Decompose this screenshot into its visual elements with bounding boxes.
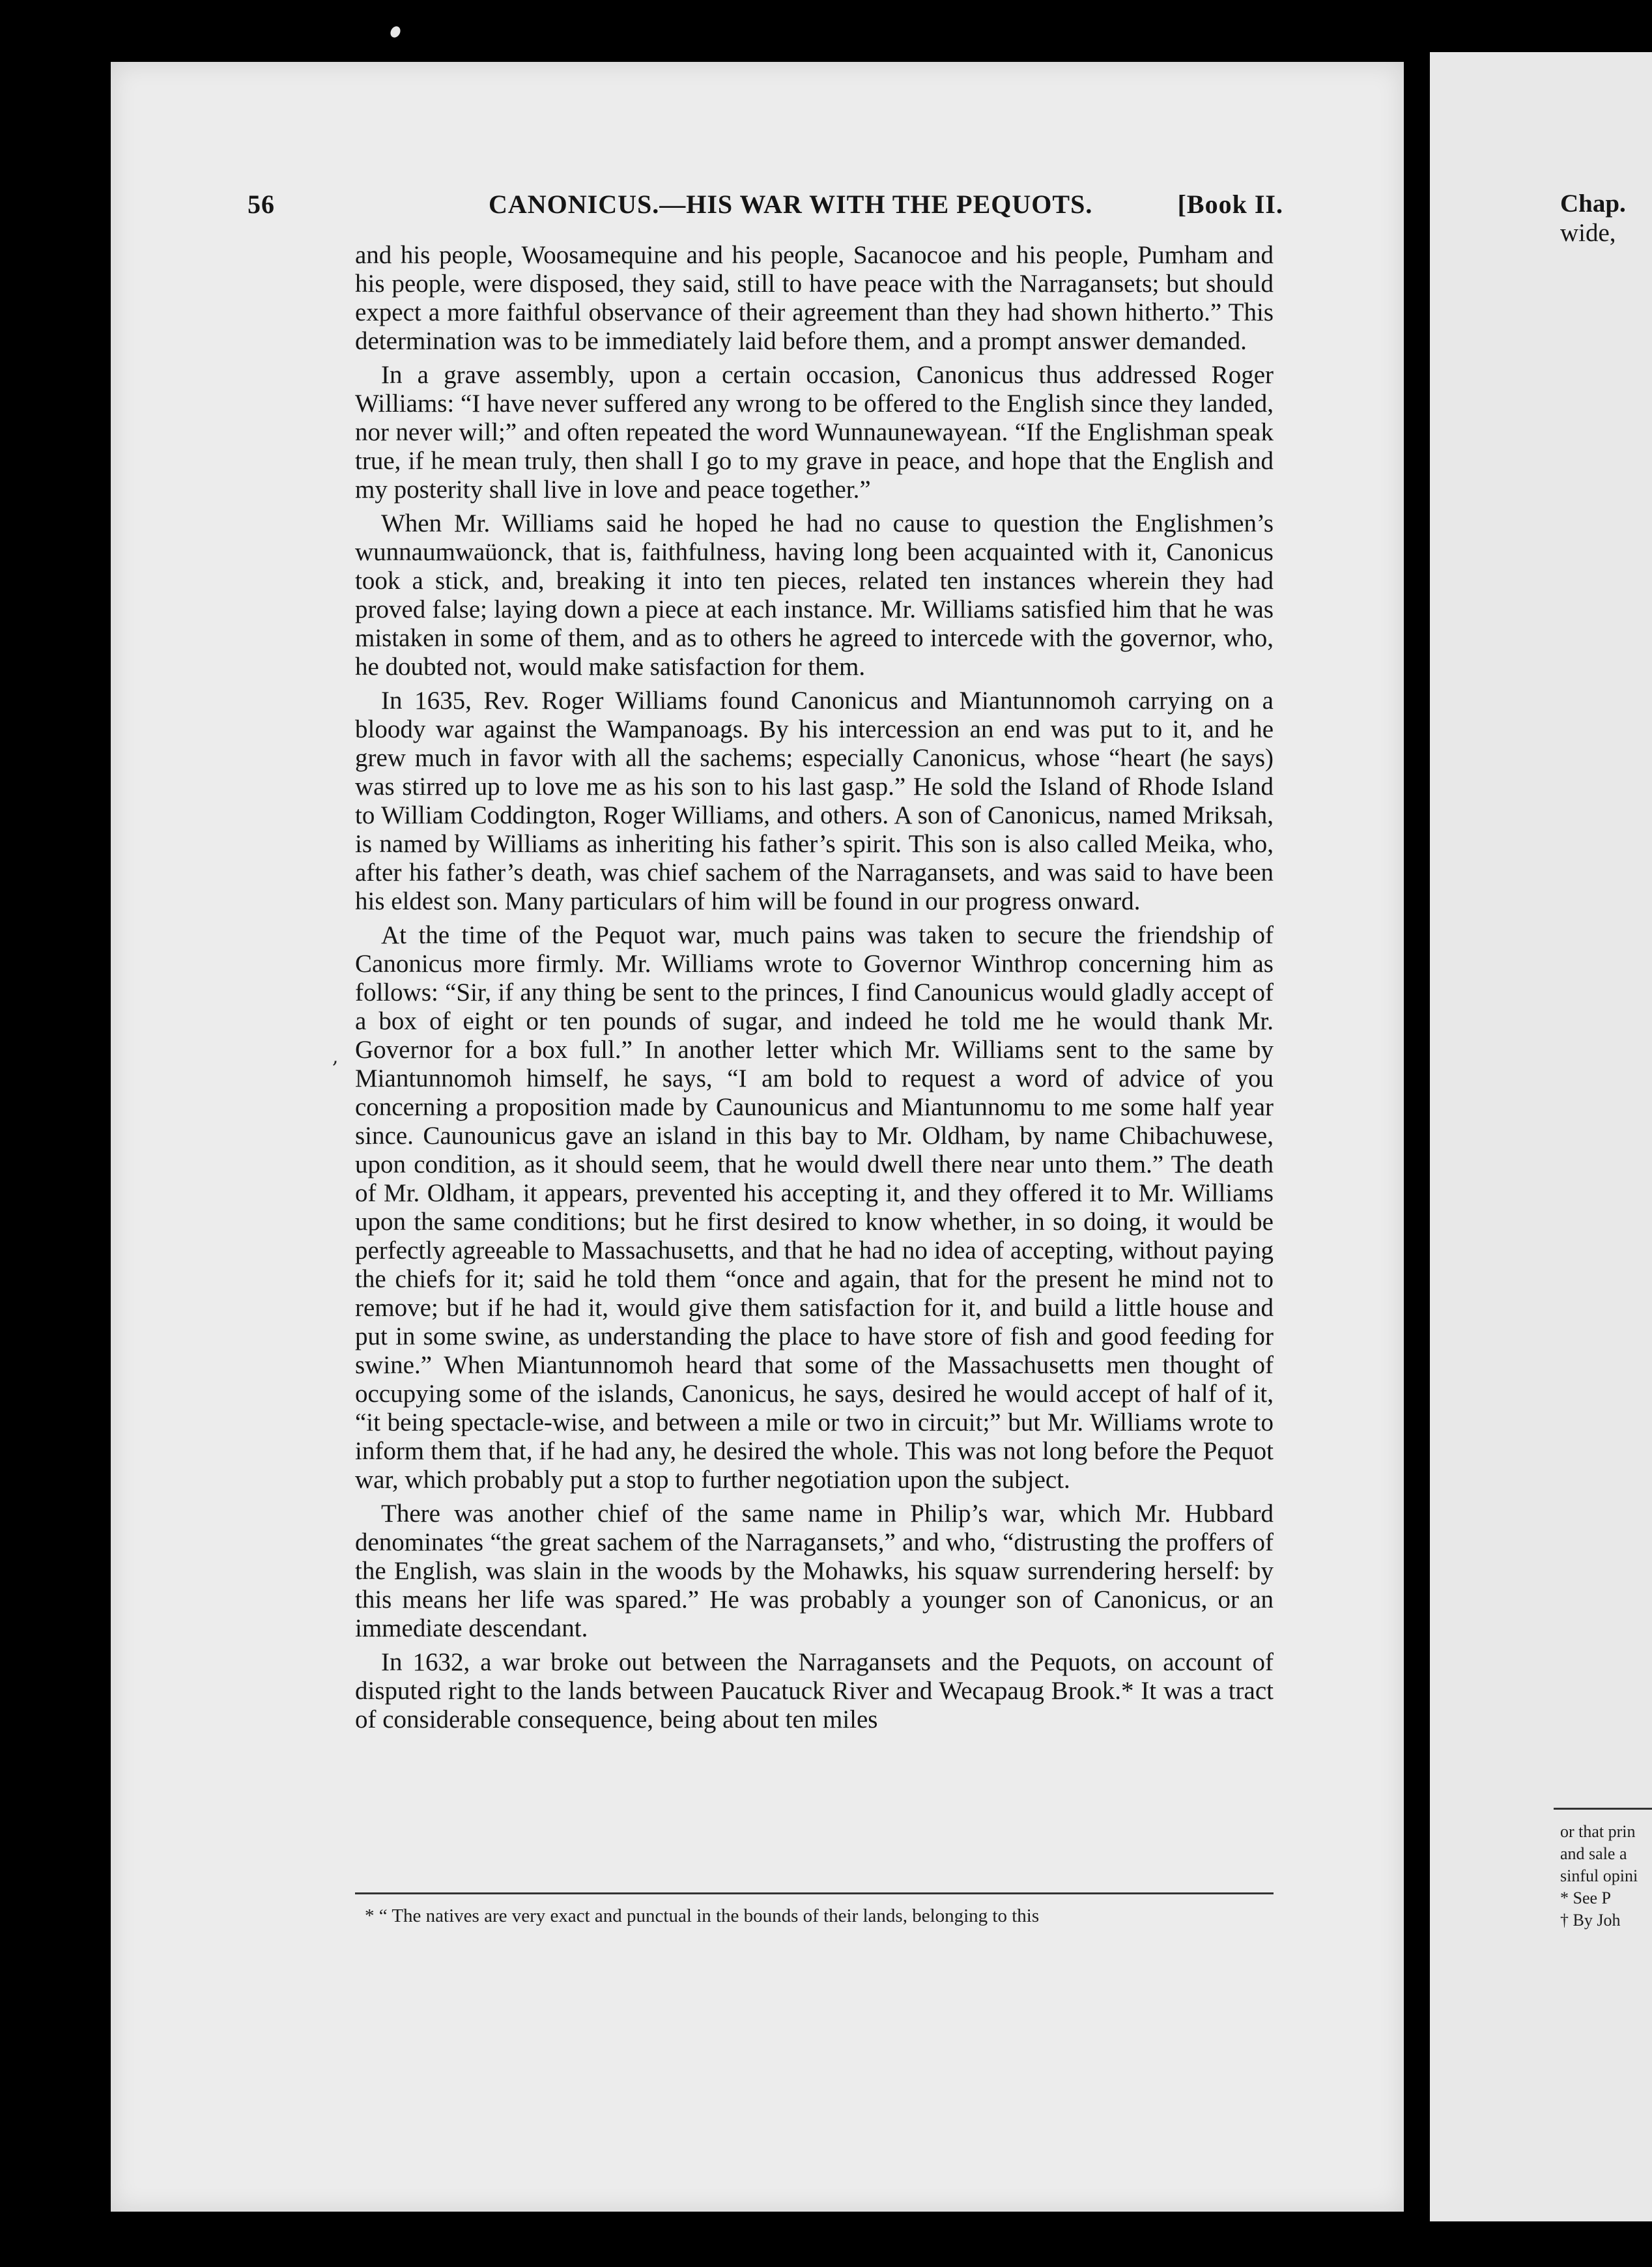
- right-page-text: [1560, 189, 1652, 248]
- body-text: [355, 241, 1274, 1739]
- book-label: [Book II.: [1177, 190, 1283, 219]
- paragraph: and his people, Woosamequine and his people, Sacanocoe and his people, Pumham and his people, were disposed, they said, still to have peace with the Narragansets; but should expect a more faithful observance of their agreement than they had shown hitherto.” This determination was to be immediately laid before them, and a prompt answer demanded.: [355, 241, 1274, 355]
- right-page-footnote-line: sinful opini: [1560, 1866, 1638, 1885]
- page-speck: [388, 25, 402, 40]
- paragraph: In 1632, a war broke out between the Narragansets and the Pequots, on account of disputed right to the lands between Paucatuck River and Wecapaug Brook.* It was a tract of considerable consequence, being about ten miles: [355, 1648, 1274, 1733]
- right-page-footnote-line: * See P: [1560, 1889, 1611, 1907]
- right-page-footnote-line: and sale a: [1560, 1844, 1627, 1863]
- right-page-footnote-line: † By Joh: [1560, 1911, 1621, 1930]
- paragraph: When Mr. Williams said he hoped he had no cause to question the Englishmen’s wunnaumwaüonck, that is, faithfulness, having long been acquainted with it, Canonicus took a stick, and, breaking it into ten pieces, related ten instances wherein they had proved false; laying down a piece at each instance. Mr. Williams satisfied him that he was mistaken in some of them, and as to others he agreed to intercede with the governor, who, he doubted not, would make satisfaction for them.: [355, 509, 1274, 681]
- running-header: [248, 189, 1283, 228]
- paragraph: There was another chief of the same name in Philip’s war, which Mr. Hubbard denominates “the great sachem of the Narragansets,” and who, “distrusting the proffers of the English, was slain in the woods by the Mohawks, his squaw surrendering herself: by this means her life was spared.” He was probably a younger son of Canonicus, or an immediate descendant.: [355, 1500, 1274, 1642]
- paragraph: In 1635, Rev. Roger Williams found Canonicus and Miantunnomoh carrying on a bloody war against the Wampanoags. By his intercession an end was put to it, and he grew much in favor with all the sachems; especially Canonicus, whose “heart (he says) was stirred up to love me as his son to his last gasp.” He sold the Island of Rhode Island to William Coddington, Roger Williams, and others. A son of Canonicus, named Mriksah, is named by Williams as inheriting his father’s spirit. This son is also called Meika, who, after his father’s death, was chief sachem of the Narragansets, and was said to have been his eldest son. Many particulars of him will be found in our progress onward.: [355, 687, 1274, 915]
- right-page-footnotes: [1560, 1821, 1652, 1932]
- footnote-divider: [355, 1892, 1274, 1894]
- running-title: CANONICUS.—HIS WAR WITH THE PEQUOTS.: [489, 190, 1093, 219]
- footnote: * “ The natives are very exact and punctual in the bounds of their lands, belonging to this: [365, 1905, 1040, 1926]
- margin-mark: ,: [332, 1046, 339, 1068]
- paragraph: At the time of the Pequot war, much pains was taken to secure the friendship of Canonicus more firmly. Mr. Williams wrote to Governor Winthrop concerning him as follows: “Sir, if any thing be sent to the princes, I find Canounicus would gladly accept of a box of eight or ten pounds of sugar, and indeed he told me he would thank Mr. Governor for a box full.” In another letter which Mr. Williams sent to the same by Miantunnomoh himself, he says, “I am bold to request a word of advice of you concerning a proposition made by Caunounicus and Miantunnomu to me some half year since. Caunounicus gave an island in this bay to Mr. Oldham, by name Chibachuwese, upon condition, as it should seem, that he would dwell there near unto them.” The death of Mr. Oldham, it appears, prevented his accepting it, and they offered it to Mr. Williams upon the same conditions; but he first desired to know whether, in so doing, it would be perfectly agreeable to Massachusetts, and that he had no idea of accepting, without paying the chiefs for it; said he told them “once and again, that for the present he mind not to remove; but if he had it, would give them satisfaction for it, and build a little house and put in some swine, as understanding the place to have store of fish and good feeding for swine.” When Miantunnomoh heard that some of the Massachusetts men thought of occupying some of the islands, Canonicus, he says, desired he would accept of half of it, “it being spectacle-wise, and between a mile or two in circuit;” but Mr. Williams wrote to inform them that, if he had any, he desired the whole. This was not long before the Pequot war, which probably put a stop to further negotiation upon the subject.: [355, 921, 1274, 1494]
- page-number: 56: [248, 190, 275, 219]
- right-page-header: Chap.: [1560, 190, 1626, 218]
- paragraph: In a grave assembly, upon a certain occasion, Canonicus thus addressed Roger Williams: “I have never suffered any wrong to be offered to the English since they landed, nor never will;” and often repeated the word Wunnaunewayean. “If the Englishman speak true, if he mean truly, then shall I go to my grave in peace, and hope that the English and my posterity shall live in love and peace together.”: [355, 361, 1274, 504]
- right-footnote-divider: [1554, 1808, 1652, 1810]
- right-page-line: wide,: [1560, 219, 1616, 247]
- right-page-footnote-line: or that prin: [1560, 1822, 1636, 1841]
